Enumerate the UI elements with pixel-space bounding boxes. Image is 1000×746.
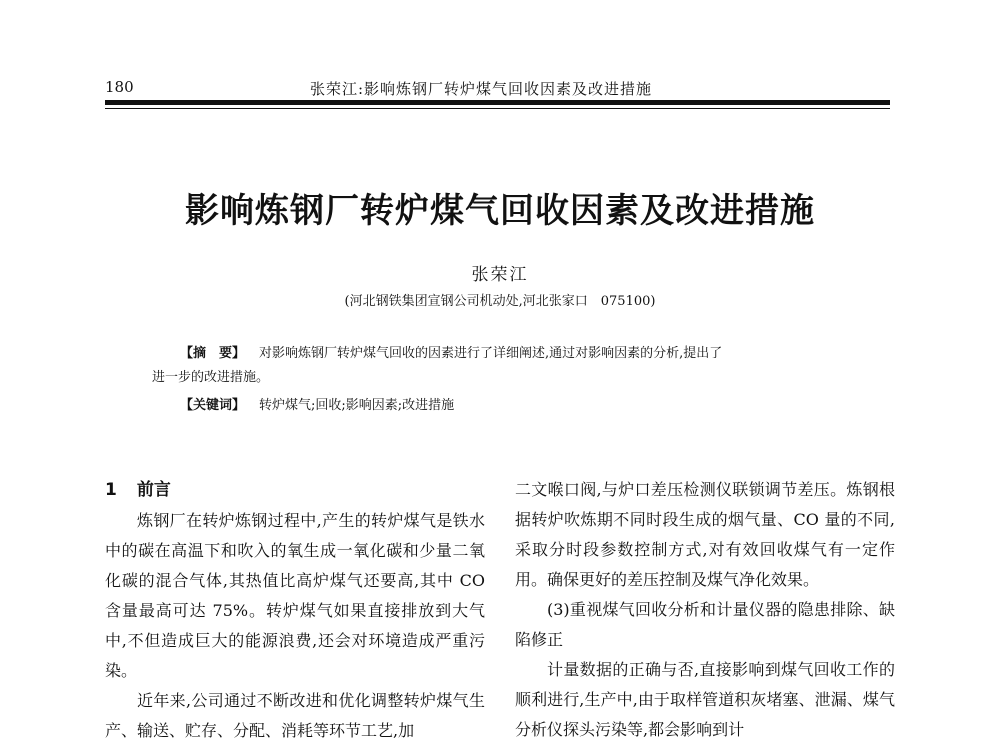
running-header (105, 78, 890, 98)
body-paragraph: 近年来,公司通过不断改进和优化调整转炉煤气生产、输送、贮存、分配、消耗等环节工艺,加 (105, 691, 485, 740)
right-column (515, 475, 895, 745)
header-rule-thick (105, 100, 890, 105)
section-title: 前言 (136, 480, 171, 500)
keywords-text: 转炉煤气;回收;影响因素;改进措施 (259, 398, 455, 413)
left-column (105, 475, 485, 746)
body-paragraph: 二文喉口阀,与炉口差压检测仪联锁调节差压。炼钢根据转炉吹炼期不同时段生成的烟气量、CO 量的不同,采取分时段参数控制方式,对有效回收煤气有一定作用。确保更好的差压控制及煤气净化效果。 (515, 480, 895, 589)
author-affiliation: (河北钢铁集团宣钢公司机动处,河北张家口 075100) (344, 294, 656, 309)
abstract-label: 【摘 要】 (180, 346, 246, 361)
abstract-text-1: 对影响炼钢厂转炉煤气回收的因素进行了详细阐述,通过对影响因素的分析,提出了 (259, 346, 723, 361)
abstract-line-2: 进一步的改进措施。 (152, 370, 270, 385)
header-rule-thin (105, 108, 890, 109)
body-paragraph: 炼钢厂在转炉炼钢过程中,产生的转炉煤气是铁水中的碳在高温下和吹入的氧生成一氧化碳和少量二氧化碳的混合气体,其热值比高炉煤气还要高,其中 CO 含量最高可达 75%。转炉煤气如果直接排放到大气中,不但造成巨大的能源浪费,还会对环境造成严重污染。 (105, 511, 485, 680)
abstract (152, 342, 852, 390)
section-number: 1 (105, 480, 117, 500)
keywords-label: 【关键词】 (180, 398, 246, 413)
section-heading (105, 475, 485, 505)
paper-title: 影响炼钢厂转炉煤气回收因素及改进措施 (185, 191, 815, 231)
author-name: 张荣江 (471, 265, 529, 285)
keywords (180, 394, 454, 413)
page-number: 180 (105, 78, 134, 96)
abstract-line-1 (152, 342, 852, 366)
body-paragraph: 计量数据的正确与否,直接影响到煤气回收工作的顺利进行,生产中,由于取样管道积灰堵塞、泄漏、煤气分析仪探头污染等,都会影响到计 (515, 660, 895, 739)
running-title: 张荣江:影响炼钢厂转炉煤气回收因素及改进措施 (310, 80, 653, 98)
subsection-heading: (3)重视煤气回收分析和计量仪器的隐患排除、缺陷修正 (515, 600, 895, 649)
